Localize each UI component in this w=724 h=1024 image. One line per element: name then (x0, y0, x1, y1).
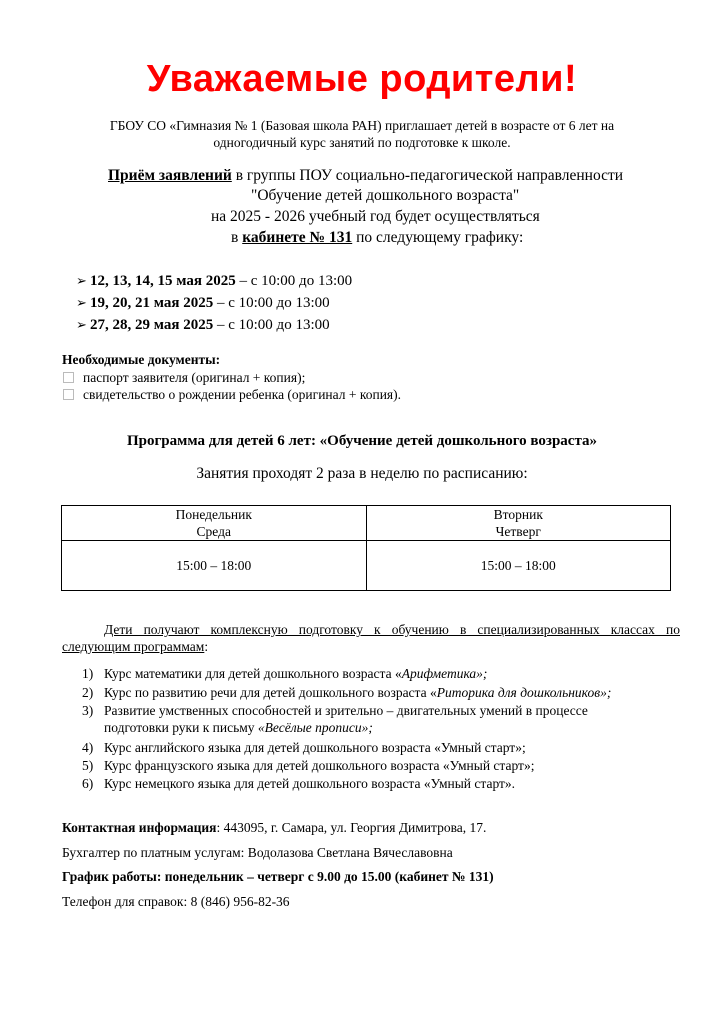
document-item: свидетельство о рождении ребенка (оригинал + копия). (63, 386, 401, 403)
work-hours: График работы: понедельник – четверг с 9.00 до 15.00 (кабинет № 131) (62, 869, 494, 884)
timetable-time-1: 15:00 – 18:00 (62, 541, 367, 591)
course-item: 4) Курс английского языка для детей дошкольного возраста «Умный старт»; (82, 740, 526, 755)
course-item: 3) Развитие умственных способностей и зрительно – двигательных умений в процессе подготовки руки к письму «Весёлые прописи»; (82, 703, 588, 735)
document-item: паспорт заявителя (оригинал + копия); (63, 369, 305, 386)
admission-line-1 (108, 166, 623, 186)
arrow-bullet-icon: ➢ (76, 317, 87, 332)
checkbox-icon (63, 372, 74, 383)
schedule-item: ➢ 12, 13, 14, 15 мая 2025 – с 10:00 до 13:00 (76, 273, 353, 289)
intro-line-2: одногодичный курс занятий по подготовке к школе. (213, 135, 511, 150)
admission-lead: Приём заявлений (108, 167, 232, 184)
arrow-bullet-icon: ➢ (76, 295, 87, 310)
accountant-info: Бухгалтер по платным услугам: Водолазова Светлана Вячеславовна (62, 845, 453, 860)
checkbox-icon (63, 389, 74, 400)
schedule-item: ➢ 19, 20, 21 мая 2025 – с 10:00 до 13:00 (76, 295, 330, 311)
timetable-header-2: Вторник Четверг (366, 506, 670, 541)
timetable (61, 505, 671, 591)
intro-line-1: ГБОУ СО «Гимназия № 1 (Базовая школа РАН) приглашает детей в возрасте от 6 лет на (109, 118, 615, 133)
documents-heading: Необходимые документы: (62, 352, 221, 367)
admission-line-4: в кабинете № 131 по следующему графику: (231, 229, 524, 246)
schedule-item: ➢ 27, 28, 29 мая 2025 – с 10:00 до 13:00 (76, 317, 330, 333)
cabinet-number: кабинете № 131 (242, 229, 353, 246)
page-title: Уважаемые родители! (146, 58, 578, 100)
contact-info: Контактная информация: 443095, г. Самара, ул. Георгия Димитрова, 17. (62, 820, 487, 835)
courses-intro-line-2: следующим программам: (62, 639, 209, 654)
admission-lead-rest: в группы ПОУ социально-педагогической направленности (231, 167, 624, 184)
admission-line-3: на 2025 - 2026 учебный год будет осуществляться (211, 208, 540, 225)
arrow-bullet-icon: ➢ (76, 273, 87, 288)
courses-intro-line-1: Дети получают комплексную подготовку к обучению в специализированных классах по (104, 622, 680, 637)
phone-info: Телефон для справок: 8 (846) 956-82-36 (62, 894, 290, 909)
program-subtitle: Занятия проходят 2 раза в неделю по расписанию: (196, 465, 528, 482)
course-item: 2) Курс по развитию речи для детей дошкольного возраста «Риторика для дошкольников»; (82, 685, 612, 700)
timetable-header-1: Понедельник Среда (62, 506, 367, 541)
course-item: 5) Курс французского языка для детей дошкольного возраста «Умный старт»; (82, 758, 535, 773)
course-item: 6) Курс немецкого языка для детей дошкольного возраста «Умный старт». (82, 776, 516, 791)
admission-line-2: "Обучение детей дошкольного возраста" (251, 187, 520, 204)
program-title: Программа для детей 6 лет: «Обучение детей дошкольного возраста» (126, 433, 598, 449)
timetable-time-2: 15:00 – 18:00 (366, 541, 670, 591)
course-item: 1) Курс математики для детей дошкольного возраста «Арифметика»; (82, 666, 488, 681)
